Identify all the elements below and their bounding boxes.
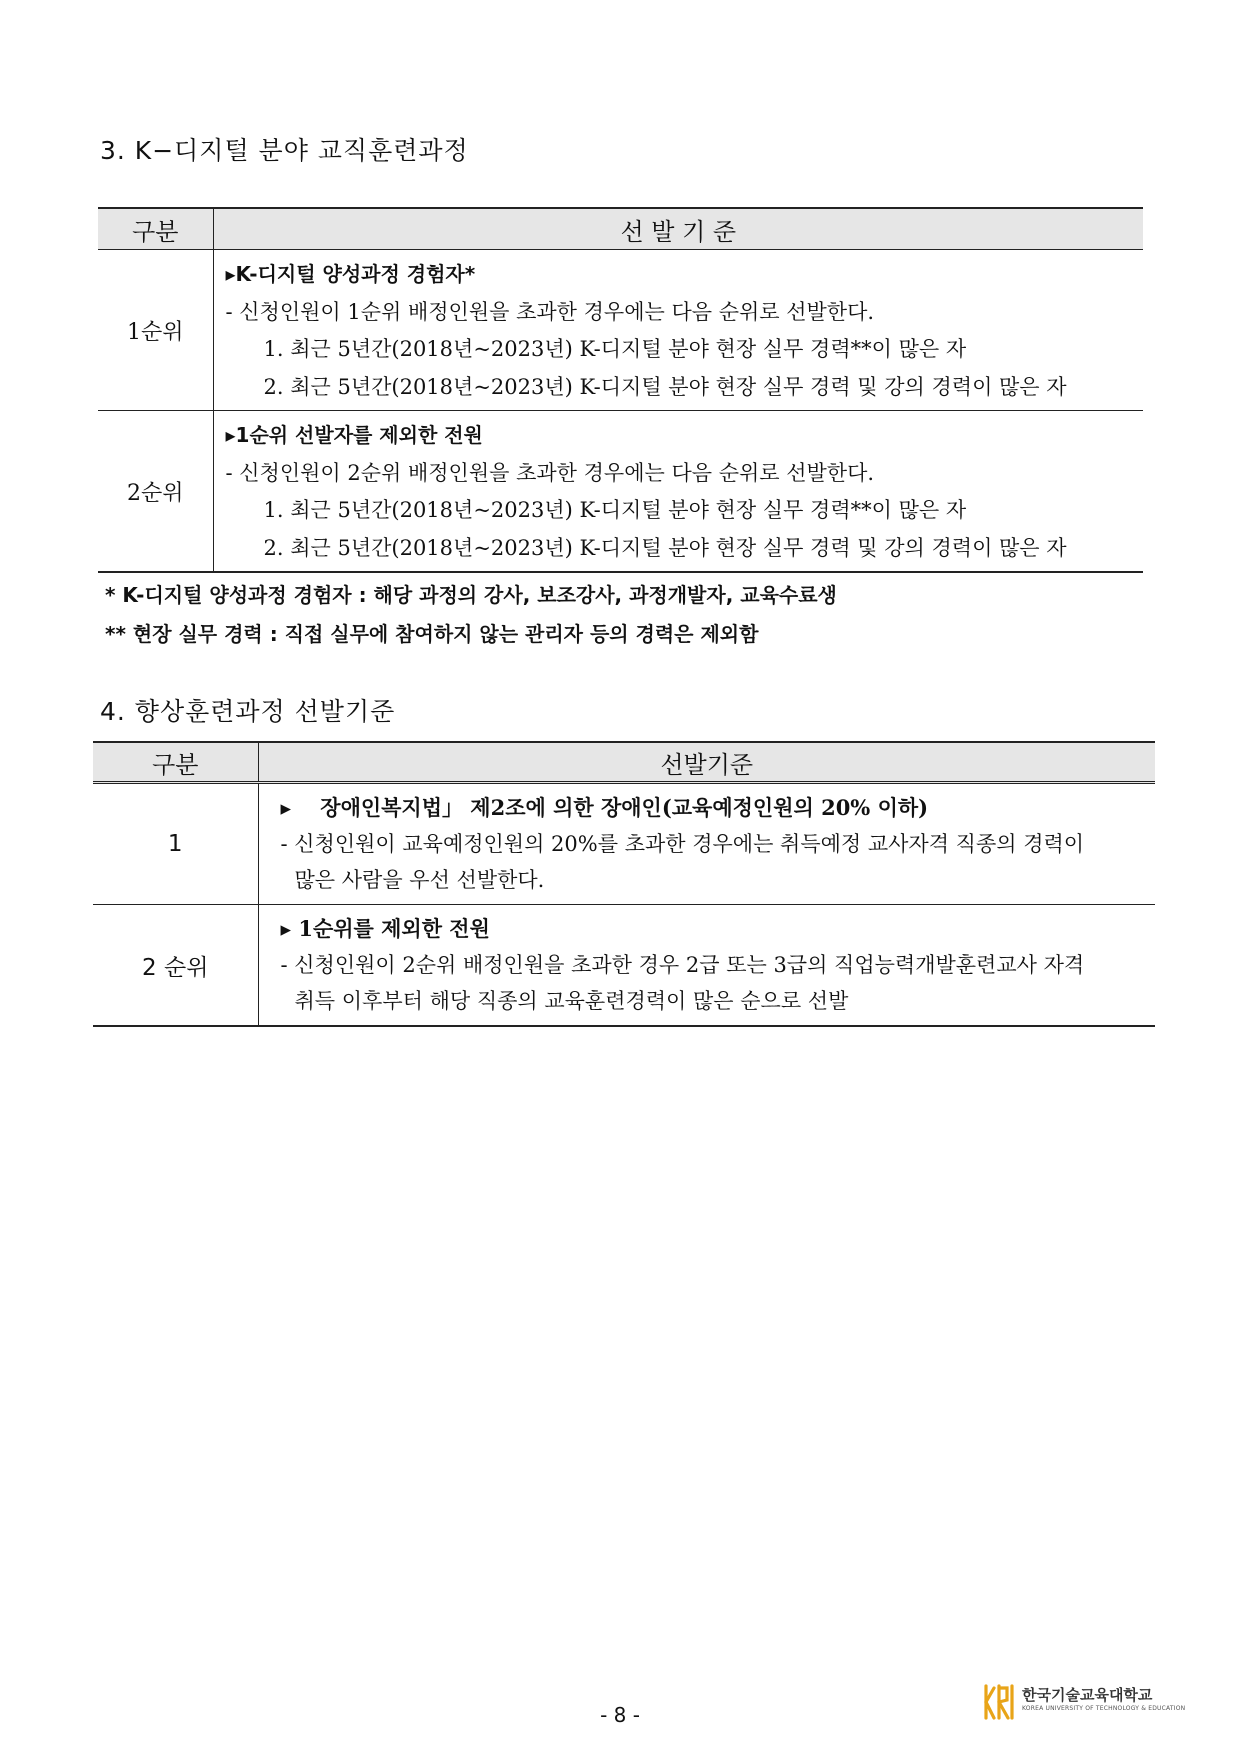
- footnote-field-experience: ** 현장 실무 경력 : 직접 실무에 참여하지 않는 관리자 등의 경력은 제외함: [105, 622, 759, 646]
- criteria-rule-continuation: 많은 사람을 우선 선발한다.: [294, 868, 545, 892]
- criteria-rule: - 신청인원이 2순위 배정인원을 초과한 경우에는 다음 순위로 선발한다.: [225, 460, 875, 485]
- university-name: 한국기술교육대학교: [1022, 1686, 1153, 1704]
- university-logo: [982, 1680, 1186, 1724]
- rank-cell: 1순위: [98, 250, 213, 411]
- section-3-title: 3. K−디지털 분야 교직훈련과정: [100, 136, 469, 165]
- criteria-cell: [213, 411, 1143, 573]
- criteria-heading: ▸ 장애인복지법」 제2조에 의한 장애인(교육예정인원의 20% 이하): [280, 795, 929, 820]
- criteria-item: 1. 최근 5년간(2018년~2023년) K-디지털 분야 현장 실무 경력**이 많은 자: [263, 337, 967, 361]
- column-header-category: 구분: [98, 208, 213, 250]
- table-row: [98, 411, 1143, 573]
- university-english-name: KOREA UNIVERSITY OF TECHNOLOGY & EDUCATION: [1022, 1705, 1186, 1712]
- criteria-rule-continuation: 취득 이후부터 해당 직종의 교육훈련경력이 많은 순으로 선발: [294, 989, 849, 1013]
- criteria-rule: - 신청인원이 교육예정인원의 20%를 초과한 경우에는 취득예정 교사자격 직종의 경력이: [280, 832, 1085, 856]
- footnote-k-digital-experience: * K-디지털 양성과정 경험자 : 해당 과정의 강사, 보조강사, 과정개발자, 교육수료생: [105, 583, 837, 607]
- k-digital-selection-table: [98, 207, 1143, 573]
- koreatech-logo-icon: [982, 1682, 1016, 1722]
- rank-cell: 1: [93, 783, 258, 905]
- criteria-cell: [258, 905, 1155, 1027]
- table-row: [98, 250, 1143, 411]
- criteria-heading: ▸1순위 선발자를 제외한 전원: [225, 423, 483, 447]
- criteria-cell: [213, 250, 1143, 411]
- criteria-item: 2. 최근 5년간(2018년~2023년) K-디지털 분야 현장 실무 경력 및 강의 경력이 많은 자: [263, 535, 1067, 560]
- criteria-item: 1. 최근 5년간(2018년~2023년) K-디지털 분야 현장 실무 경력**이 많은 자: [263, 498, 967, 522]
- criteria-cell: [258, 783, 1155, 905]
- column-header-criteria: 선 발 기 준: [213, 208, 1143, 250]
- upgrade-training-selection-table: [93, 741, 1155, 1027]
- criteria-item: 2. 최근 5년간(2018년~2023년) K-디지털 분야 현장 실무 경력 및 강의 경력이 많은 자: [263, 374, 1067, 399]
- page-number: - 8 -: [600, 1703, 640, 1727]
- criteria-rule: - 신청인원이 2순위 배정인원을 초과한 경우 2급 또는 3급의 직업능력개발훈련교사 자격: [280, 953, 1085, 977]
- section-4-title: 4. 향상훈련과정 선발기준: [100, 697, 396, 726]
- rank-cell: 2순위: [126, 480, 184, 506]
- criteria-heading: ▸ 1순위를 제외한 전원: [280, 916, 490, 941]
- table-row: [93, 905, 1155, 1027]
- column-header-category: 구분: [93, 742, 258, 783]
- table-row: [93, 783, 1155, 905]
- column-header-criteria: 선발기준: [258, 742, 1155, 783]
- rank-cell: 2 순위: [142, 954, 209, 981]
- criteria-rule: - 신청인원이 1순위 배정인원을 초과한 경우에는 다음 순위로 선발한다.: [225, 299, 875, 324]
- criteria-heading: ▸K-디지털 양성과정 경험자*: [225, 262, 476, 286]
